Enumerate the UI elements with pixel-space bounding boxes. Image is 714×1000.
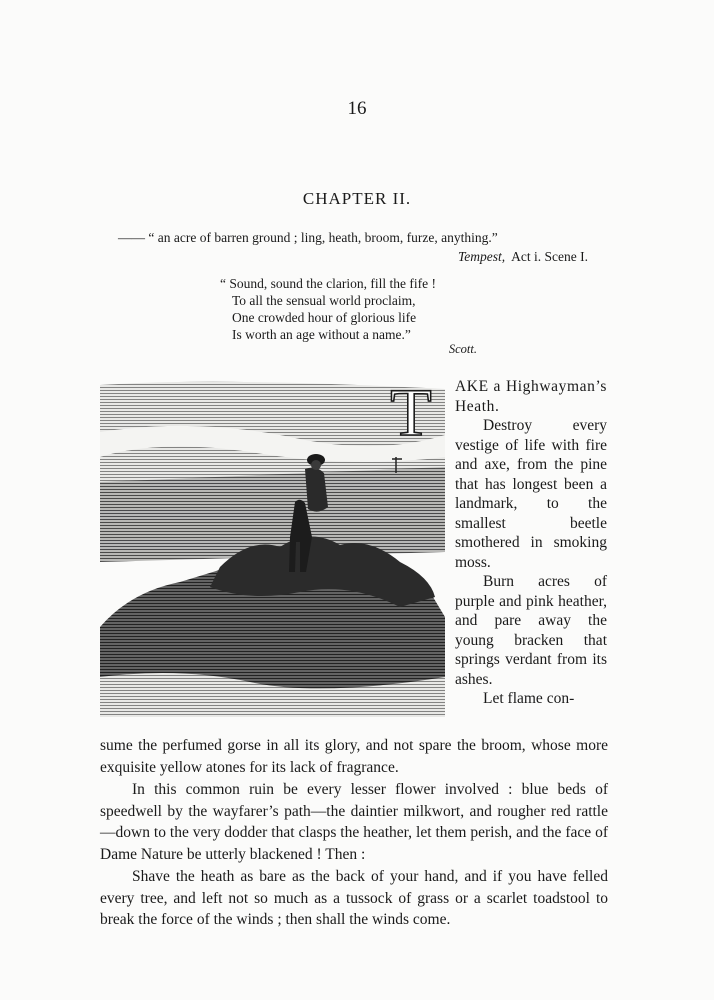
epigraph-tempest xyxy=(118,229,588,266)
paragraph: In this common ruin be every lesser flower involved : blue beds of speedwell by the wayfarer’s path—the daintier milkwort, and rougher red rattle—down to the very dodder that clasps the heather, let them perish, and the face of Dame Nature be utterly blackened ! Then : xyxy=(100,781,608,863)
poem-line: To all the sensual world proclaim, xyxy=(232,293,416,308)
paragraph-opening: AKE a Highwayman’s Heath. xyxy=(455,378,607,415)
poem-line: Is worth an age without a name.” xyxy=(232,327,411,342)
poem-line: “ Sound, sound the clarion, fill the fife ! xyxy=(220,276,436,291)
body-column-full xyxy=(100,735,608,932)
paragraph-continued: sume the perfumed gorse in all its glory, and not spare the broom, whose more exquisite yellow atones for its lack of fragrance. xyxy=(100,737,608,776)
epigraph-source-rest: Act i. Scene I. xyxy=(511,249,588,264)
body-column-narrow xyxy=(455,377,607,709)
poem-line: One crowded hour of glorious life xyxy=(232,310,417,325)
dropcap-glyph: T xyxy=(390,378,432,442)
epigraph-poem xyxy=(220,275,477,358)
epigraph-quote: —— “ an acre of barren ground ; ling, heath, broom, furze, anything.” xyxy=(118,230,498,245)
chapter-title: CHAPTER II. xyxy=(302,189,412,208)
poem-author: Scott. xyxy=(448,342,477,356)
paragraph: Burn acres of purple and pink heather, and pare away the young bracken that springs verdant from its ashes. xyxy=(455,573,607,688)
page-number: 16 xyxy=(347,98,367,119)
paragraph: Shave the heath as bare as the back of your hand, and if you have felled every tree, and left not so much as a tussock of grass or a scarlet toadstool to break the force of the winds ; then shall the winds come. xyxy=(100,868,608,928)
dropcap-letter xyxy=(383,378,439,442)
epigraph-source xyxy=(118,248,588,266)
paragraph-continued-start: Let flame con- xyxy=(483,690,575,707)
epigraph-source-title: Tempest, xyxy=(458,249,506,264)
paragraph: Destroy every vestige of life with fire and axe, from the pine that has longest been a landmark, to the smallest beetle smothered in smoking moss. xyxy=(455,417,607,571)
